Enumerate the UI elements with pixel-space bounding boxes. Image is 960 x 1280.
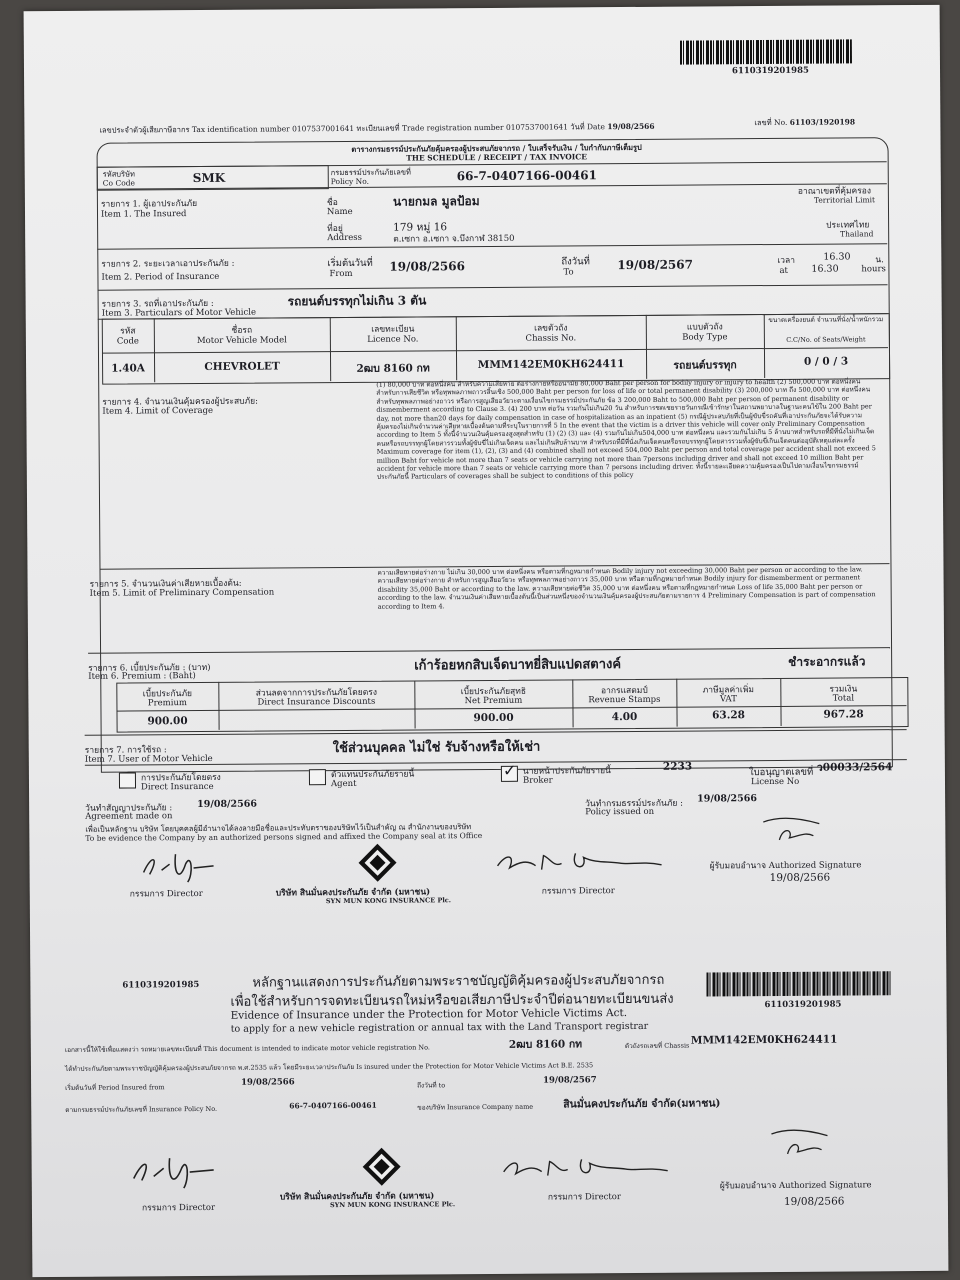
issued-label-th: วันทำกรมธรรม์ประกันภัย : [585, 798, 684, 810]
item1-label-en: Item 1. The Insured [100, 209, 187, 220]
premium-value: 900.00 [147, 715, 188, 728]
vh-model-th: ชื่อรถ [231, 325, 253, 336]
stamp-paid: ชำระอากรแล้ว [788, 654, 866, 669]
insurance-document [24, 5, 949, 1277]
item2-label-th: รายการ 2. ระยะเวลาเอาประกันภัย : [101, 258, 235, 270]
evidence-title-th2: เพื่อใช้สำหรับการจดทะเบียนรถใหม่หรือขอเสียภาษีประจำปีต่อนายทะเบียนขนส่ง [230, 991, 674, 1010]
vh-chassis-en: Chassis No. [525, 333, 577, 344]
vehicle-chassis: MMM142EM0KH624411 [477, 358, 625, 372]
evidence-doc-number: 6110319201985 [122, 980, 200, 991]
schedule-title-th: ตารางกรมธรรม์ประกันภัยคุ้มครองผู้ประสบภัยจากรถ / ใบเสร็จรับเงิน / ใบกำกับภาษีเต็มรูป [351, 142, 642, 154]
evidence-company-label: ของบริษัท Insurance Company name [417, 1102, 534, 1112]
direct-label-th: การประกันภัยโดยตรง [140, 772, 221, 784]
license-number: ว00033/2564 [816, 761, 893, 774]
time-label-th: เวลา [777, 255, 796, 266]
vehicle-cc-seats: 0 / 0 / 3 [803, 355, 849, 368]
evidence-reg-number: 2ฒบ 8160 กท [508, 1038, 583, 1051]
premium-in-words: เก้าร้อยหกสิบเจ็ดบาทยี่สิบแปดสตางค์ [414, 657, 622, 674]
time-end: 16.30 [811, 263, 839, 275]
co-code-value: SMK [192, 170, 226, 186]
insured-name: นายกมล มูลป้อม [392, 194, 480, 209]
agreement-label-th: วันทำสัญญาประกันภัย : [85, 803, 173, 814]
address-line2: ต.เซกา อ.เซกา จ.บึงกาฬ 38150 [393, 233, 515, 245]
from-label-en: From [329, 268, 353, 280]
issued-date: 19/08/2566 [697, 793, 757, 805]
agent-label-en: Agent [330, 778, 357, 790]
ph-vat-th: ภาษีมูลค่าเพิ่ม [702, 685, 755, 696]
evidence-from-label: เริ่มต้นวันที่ Period Insured from [65, 1083, 165, 1092]
item6-label-th: รายการ 6. เบี้ยประกันภัย : (บาท) [88, 662, 211, 674]
ph-total-th: รวมเงิน [829, 684, 858, 695]
territory-label-th: อาณาเขตที่คุ้มครอง [797, 186, 872, 197]
direct-label-en: Direct Insurance [140, 781, 214, 793]
evidence-policy-number: 66-7-0407166-00461 [289, 1100, 377, 1111]
authorized-signature-1 [759, 812, 839, 847]
authorized-date-2: 19/08/2566 [783, 1195, 845, 1208]
doc-number-top: 6110319201985 [731, 65, 809, 77]
address-line1: 179 หมู่ 16 [393, 221, 448, 234]
vehicle-licence: 2ฒบ 8160 กท [356, 362, 430, 375]
policy-label-th: กรมธรรม์ประกันภัยเลขที่ [330, 167, 411, 178]
evidence-title-en1: Evidence of Insurance under the Protection for Motor Vehicle Victims Act. [230, 1007, 628, 1022]
broker-label-en: Broker [522, 775, 553, 786]
company-logo-icon [357, 843, 397, 883]
director-signature-4 [498, 1147, 678, 1186]
vh-code-th: รหัส [120, 326, 136, 337]
country-en: Thailand [840, 229, 874, 239]
item6-label-en: Item 6. Premium : (Baht) [88, 671, 196, 682]
agent-label-th: ตัวแทนประกันภัยรายนี้ [330, 769, 415, 781]
director-label-2: กรรมการ Director [541, 886, 615, 897]
director-label-4: กรรมการ Director [547, 1192, 621, 1203]
evidence-from-date: 19/08/2566 [241, 1077, 295, 1088]
director-signature-3 [124, 1146, 224, 1191]
preliminary-text: ความเสียหายต่อร่างกาย ไม่เกิน 30,000 บาท ต่อหนึ่งคน หรือตามที่กฎหมายกำหนด Bodily injury not exceeding 30,000 Baht per person or according to the law. ความเสียหายต่อร่างกาย สำหรับการสูญเสียอวัยวะ หรือทุพพลภาพอย่างถาวร 35,000 บาท หรือตามที่กฎหมายกำหนด Bodily injury for dismemberment or permanent disability 35,000 Baht or according to the law. ความเสียหายต่อชีวิต 35,000 บาท ต่อหนึ่งคน หรือตามที่กฎหมายกำหนด Loss of life 35,000 Baht per person or according to the law. จำนวนเงินค่าเสียหายเบื้องต้นนี้เป็นส่วนหนึ่งของจำนวนเงินคุ้มครองผู้ประสบภัยตามรายการ 4 Preliminary Compensation is part of compensation according to Item 4. [377, 565, 876, 611]
authorized-label-2: ผู้รับมอบอำนาจ Authorized Signature [719, 1180, 872, 1192]
co-code-label-en: Co Code [102, 178, 135, 188]
policy-number: 66-7-0407166-00461 [456, 168, 597, 184]
broker-checkbox [501, 760, 518, 782]
vehicle-body-type: รถยนต์บรรทุก [673, 359, 737, 372]
item5-label-en: Item 5. Limit of Preliminary Compensation [89, 587, 275, 599]
item3-label-th: รายการ 3. รถที่เอาประกันภัย : [101, 298, 214, 310]
vh-body-th: แบบตัวถัง [686, 322, 723, 333]
ph-net-en: Net Premium [464, 695, 523, 707]
address-label-en: Address [327, 232, 363, 244]
authorized-signature-2 [767, 1123, 847, 1160]
director-label-1: กรรมการ Director [129, 888, 203, 900]
territory-label-en: Territorial Limit [813, 195, 876, 205]
period-to-date: 19/08/2567 [617, 257, 693, 273]
broker-number: 2233 [662, 760, 693, 773]
vehicle-use: ใช้ส่วนบุคคล ไม่ใช่ รับจ้างหรือให้เช่า [332, 739, 541, 757]
barcode-evidence [706, 971, 892, 996]
address-label-th: ที่อยู่ [327, 223, 343, 235]
evidence-to-date: 19/08/2567 [543, 1075, 597, 1086]
company-logo-icon-2 [362, 1147, 402, 1187]
tax-line: เลขประจำตัวผู้เสียภาษีอากร Tax identification number 0107537001641 ทะเบียนเลขที่ Trade registration number 0107537001641 วันที่ Date 19/08/2566 [99, 121, 655, 135]
vh-chassis-th: เลขตัวถัง [534, 323, 568, 334]
name-label-th: ชื่อ [326, 198, 338, 209]
evidence-act-line: ได้ทำประกันภัยตามพระราชบัญญัติคุ้มครองผู้ประสบภัยจากรถ พ.ศ.2535 แล้ว โดยมีระยะเวลาประกันภัย Is insured under the Protection for Motor Vehicle Victims Act B.E. 2535 [64, 1061, 594, 1073]
license-label-th: ใบอนุญาตเลขที่ [748, 766, 814, 779]
period-from-date: 19/08/2566 [389, 259, 465, 274]
item4-label-th: รายการ 4. จำนวนเงินคุ้มครองผู้ประสบภัย: [102, 396, 259, 408]
vh-body-en: Body Type [682, 332, 728, 343]
hours-label-th: น. [875, 255, 884, 266]
evidence-policy-label: ตามกรมธรรม์ประกันภัยเลขที่ Insurance Policy No. [65, 1104, 218, 1114]
item7-label-en: Item 7. User of Motor Vehicle [84, 753, 213, 765]
ph-vat-en: VAT [719, 694, 737, 705]
time-label-en: at [779, 265, 788, 276]
vat-value: 63.28 [712, 709, 746, 722]
ph-premium-en: Premium [147, 698, 188, 709]
license-label-en: License No [750, 776, 800, 788]
company-name-en-1: SYN MUN KONG INSURANCE Plc. [325, 896, 452, 906]
evidence-text-th: เพื่อเป็นหลักฐาน บริษัท โดยบุคคลผู้มีอำนาจได้ลงลายมือชื่อและประทับตราของบริษัทไว้เป็นสำคัญ ณ สำนักงานของบริษัท [85, 822, 472, 834]
check-mark-icon: ✓ [502, 760, 517, 780]
issued-label-en: Policy issued on [585, 806, 655, 818]
from-label-th: เริ่มต้นวันที่ [327, 257, 373, 270]
vehicle-code: 1.40A [111, 362, 145, 375]
authorized-date-1: 19/08/2566 [769, 871, 831, 885]
evidence-barcode-number: 6110319201985 [764, 999, 842, 1011]
country-th: ประเทศไทย [826, 220, 870, 231]
vehicle-model: CHEVROLET [204, 360, 280, 373]
vh-cc-en: C.C/No. of Seats/Weight [786, 335, 866, 344]
hours-label-en: hours [861, 264, 886, 275]
evidence-chassis-number: MMM142EM0KH624411 [690, 1033, 838, 1047]
vh-licence-en: Licence No. [367, 334, 419, 345]
ph-total-en: Total [832, 693, 855, 704]
to-label-th: ถึงวันที่ [561, 256, 590, 268]
ph-discount-en: Direct Insurance Discounts [257, 696, 376, 708]
schedule-title-en: THE SCHEDULE / RECEIPT / TAX INVOICE [406, 152, 587, 163]
vh-cc-th: ขนาดเครื่องยนต์ จำนวนที่นั่ง/น้ำหนักรวม [768, 315, 884, 325]
agreement-label-en: Agreement made on [85, 811, 173, 822]
broker-label-th: นายหน้าประกันภัยรายนี้ [522, 766, 611, 777]
director-label-3: กรรมการ Director [141, 1202, 216, 1214]
evidence-company-name: สินมั่นคงประกันภัย จำกัด(มหาชน) [563, 1097, 721, 1111]
item1-label-th: รายการ 1. ผู้เอาประกันภัย [100, 199, 198, 210]
company-name-en-2: SYN MUN KONG INSURANCE Plc. [329, 1200, 456, 1210]
agent-checkbox [309, 769, 326, 785]
company-name-th-1: บริษัท สินมั่นคงประกันภัย จำกัด (มหาชน) [275, 887, 431, 899]
evidence-to-label: ถึงวันที่ to [417, 1081, 446, 1090]
vehicle-type-desc: รถยนต์บรรทุกไม่เกิน 3 ตัน [287, 293, 427, 309]
vh-model-en: Motor Vehicle Model [196, 335, 287, 347]
ph-net-th: เบี้ยประกันภัยสุทธิ [460, 686, 527, 698]
evidence-text-en: To be evidence the Company by an authorized persons signed and affixed the Company seal at its Office [85, 831, 483, 843]
ph-premium-th: เบี้ยประกันภัย [142, 689, 193, 700]
director-signature-1 [133, 844, 223, 885]
net-premium-value: 900.00 [473, 711, 514, 725]
evidence-title-th1: หลักฐานแสดงการประกันภัยตามพระราชบัญญัติคุ้มครองผู้ประสบภัยจากรถ [252, 972, 665, 991]
invoice-number: เลขที่ No. 61103/1920198 [754, 117, 856, 128]
time-start: 16.30 [823, 251, 851, 263]
revenue-stamps-value: 4.00 [611, 710, 638, 724]
ph-stamps-en: Revenue Stamps [588, 694, 661, 706]
ph-stamps-th: อากรแสตมป์ [600, 685, 648, 697]
direct-insurance-checkbox [119, 772, 136, 788]
total-value: 967.28 [823, 708, 864, 721]
authorized-label-1: ผู้รับมอบอำนาจ Authorized Signature [709, 860, 862, 872]
co-code-label-th: รหัสบริษัท [102, 169, 135, 179]
ph-discount-th: ส่วนลดจากการประกันภัยโดยตรง [255, 687, 378, 699]
vh-licence-th: เลขทะเบียน [371, 324, 415, 335]
coverage-text: (1) 80,000 บาท ต่อหนึ่งคน สำหรับความเสียหาย ต่อร่างกายหรืออนามัย 80,000 Baht per person for bodily injury or injury to health (2) 500,000 บาท ต่อหนึ่งคน สำหรับการเสียชีวิต หรือทุพพลภาพถาวรสิ้นเชิง 500,000 Baht per person for loss of life or total permanent disability (3) 200,000 บาท ถึง 500,000 บาท ต่อหนึ่งคน สำหรับทุพพลภาพอย่างถาวร หรือการสูญเสียอวัยวะตามเงื่อนไขกรมธรรม์ประกันภัย ข้อ 3 200,000 Baht to 500,000 Baht per person of permanent disability or dismemberment according to Clause 3. (4) 200 บาท ต่อวัน รวมกันไม่เกิน20 วัน สำหรับการชดเชยรายวันกรณีเข้ารักษาในสถานพยาบาลในฐานะคนไข้ใน 200 Baht per day, not more than20 days for daily compensation in case of hospitalization as an inpatient (5) กรณีผู้ประสบภัยที่เป็นผู้ขับขี่รถคันที่เอาประกันภัยจะได้รับความคุ้มครองไม่เกินจำนวนค่าเสียหายเบื้องต้นตามที่ระบุในรายการที่ 5 In the event that the victim is a driver this vehicle will cover only Preliminary Compensation according to Item 5 ทั้งนี้จำนวนเงินคุ้มครองสูงสุดสำหรับ (1) (2) (3) และ (4) รวมกันไม่เกิน504,000 บาท ต่อหนึ่งคน และรวมกันไม่เกิน 5 ล้านบาทสำหรับรถที่มีที่นั่งไม่เกินเจ็ดคนหรือรถบรรทุกผู้โดยสารรวมทั้งผู้ขับขี่ไม่เกินเจ็ดคน และไม่เกินสิบล้านบาท สำหรับรถที่มีที่นั่งเกินเจ็ดคนหรือรถบรรทุกผู้โดยสารรวมทั้งผู้ขับขี่เกินเจ็ดคนต่ออุบัติเหตุแต่ละครั้ง Maximum coverage for item (1), (2), (3) and (4) combined shall not exceed 504,000 Baht per person and total coverage per accident shall not exceed 5 million Baht for vehicle not more than 7 seats or vehicle carrying not more than 7persons including driver and shall not exceed 10 million Baht per accident for vehicle more than 7 seats or vehicle carrying more than 7 persons including driver. ทั้งนี้รายละเอียดความคุ้มครองเป็นไปตามเงื่อนไขกรมธรรม์ประกันภัยนี้ Particulars of coverages shall be subject to conditions of this policy [376, 377, 876, 482]
director-signature-2 [491, 843, 671, 880]
agreement-date: 19/08/2566 [197, 798, 257, 811]
item5-label-th: รายการ 5. จำนวนเงินค่าเสียหายเบื้องต้น: [89, 578, 242, 590]
policy-label-en: Policy No. [330, 176, 370, 187]
item7-label-th: รายการ 7. การใช้รถ : [84, 745, 167, 756]
item4-label-en: Item 4. Limit of Coverage [102, 405, 214, 417]
item2-label-en: Item 2. Period of Insurance [101, 271, 220, 283]
evidence-reg-label: เอกสารนี้ให้ใช้เพื่อแสดงว่า รถหมายเลขทะเบียนที่ This document is intended to indicate motor vehicle registration No. [64, 1043, 430, 1054]
barcode-top [680, 39, 852, 64]
vh-code-en: Code [116, 336, 139, 347]
evidence-chassis-label: ตัวถังรถเลขที่ Chassis [624, 1041, 690, 1051]
company-name-th-2: บริษัท สินมั่นคงประกันภัย จำกัด (มหาชน) [279, 1191, 435, 1203]
evidence-title-en2: to apply for a new vehicle registration or annual tax with the Land Transport registrar [230, 1020, 649, 1035]
name-label-en: Name [326, 206, 353, 218]
item3-label-en: Item 3. Particulars of Motor Vehicle [101, 307, 257, 319]
to-label-en: To [563, 267, 574, 278]
